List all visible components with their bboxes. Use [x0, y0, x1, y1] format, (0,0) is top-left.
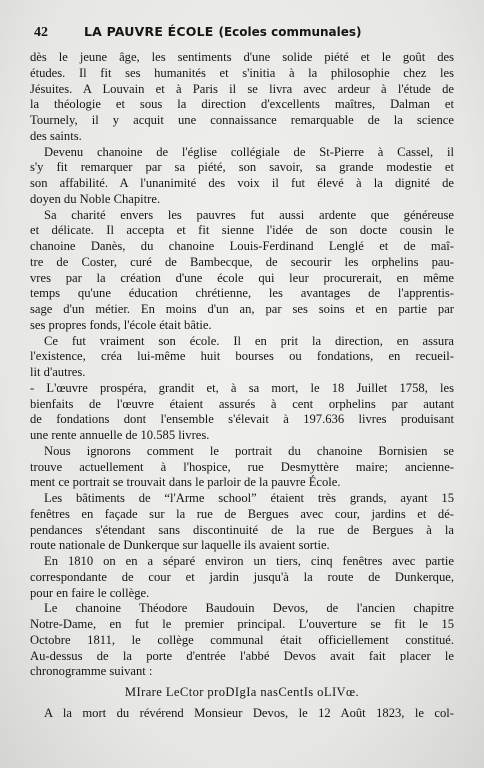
text-line: Sa charité envers les pauvres fut aussi ardente que généreuse	[44, 207, 454, 222]
text-line: route nationale de Dunkerque sur laquelle ils avaient sortie.	[30, 538, 330, 553]
text-line: Devenu chanoine de l'église collégiale de St-Pierre à Cassel, il	[44, 144, 454, 159]
text-line: vres par la création d'une école qui leur procurerait, en même	[30, 270, 454, 285]
text-line: lit d'autres.	[30, 365, 86, 379]
text-line: fenêtres en façade sur la rue de Bergues avec cour, jardins et dé-	[30, 506, 454, 521]
running-head-subtitle: (Ecoles communales)	[218, 25, 362, 39]
chronogram-line: MIrare LeCtor proDIgIa nasCentIs oLIVœ.	[124, 685, 360, 699]
text-line: temps qu'une éducation chrétienne, les avantages de l'apprentis-	[30, 286, 454, 301]
text-line: Le chanoine Théodore Baudouin Devos, de l'ancien chapitre	[44, 601, 454, 616]
text-line: la théologie et sous la direction d'excellents maîtres, Dalman et	[30, 97, 454, 112]
text-line: chanoine Danès, du chanoine Louis-Ferdinand Lenglé et de maî-	[30, 239, 454, 253]
text-line: Jésuites. A Louvain et à Paris il se livra avec ardeur à l'étude de	[30, 81, 454, 96]
text-line: bienfaits de l'œuvre étaient assurés à cent orphelins par autant	[30, 396, 454, 411]
text-line: ment ce portrait se trouvait dans le parloir de la pauvre École.	[30, 475, 341, 490]
text-line: une rente annuelle de 10.585 livres.	[30, 428, 210, 442]
text-line: des saints.	[30, 128, 82, 143]
text-line: chronogramme suivant :	[30, 664, 153, 679]
text-line: pendances s'étendant sans discontinuité de la rue de Bergues à la	[30, 522, 454, 537]
text-line: A la mort du révérend Monsieur Devos, le 12 Août 1823, le col-	[44, 705, 454, 720]
text-line: de fondations dont l'ensemble s'élevait à 197.636 livres produisant	[30, 412, 454, 427]
running-head-title: LA PAUVRE ÉCOLE	[84, 24, 214, 39]
text-line: Au-dessus de la porte d'entrée l'abbé Devos avait fait placer le	[30, 648, 454, 663]
text-line: Tournely, il y acquit une connaissance remarquable de la science	[30, 113, 454, 127]
text-line: sage d'un métier. En moins d'un an, par ses soins et en partie par	[30, 302, 454, 316]
text-line: et délicate. Il accepta et fit sienne l'idée de son docte cousin le	[30, 223, 454, 238]
text-line: Octobre 1811, le collège communal était officiellement constitué.	[30, 632, 454, 647]
text-line: son affabilité. A l'unanimité des voix il fut élevé à la dignité de	[30, 176, 454, 190]
text-line: ses propres fonds, l'école était bâtie.	[30, 317, 212, 332]
text-line: En 1810 on en a séparé environ un tiers, cinq fenêtres avec partie	[44, 554, 454, 568]
text-line: Ce fut vraiment son école. Il en prit la direction, en assura	[44, 333, 454, 348]
page-header	[34, 24, 450, 42]
text-line: tre de Coster, curé de Bambecque, de secourir les orphelins pau-	[30, 254, 454, 269]
body-text	[30, 50, 454, 722]
text-line: études. Il fit ses humanités et s'initia à la philosophie chez les	[30, 65, 454, 80]
text-line: doyen du Noble Chapitre.	[30, 191, 161, 206]
text-line: l'existence, créa lui-même huit bourses ou fondations, en recueil-	[30, 349, 454, 364]
text-line: - L'œuvre prospéra, grandit et, à sa mort, le 18 Juillet 1758, les	[30, 380, 454, 395]
text-line: Les bâtiments de “l'Arme school” étaient très grands, ayant 15	[44, 491, 454, 505]
text-line: pour en faire le collège.	[30, 585, 150, 600]
page-number: 42	[34, 25, 48, 40]
text-line: Notre-Dame, en fut le premier principal. L'ouverture se fit le 15	[30, 617, 454, 631]
text-line: correspondante de cour et jardin jusqu'à la route de Dunkerque,	[30, 569, 454, 584]
text-line: dès le jeune âge, les sentiments d'une solide piété et le goût des	[30, 50, 454, 64]
text-line: Nous ignorons comment le portrait du chanoine Bornisien se	[44, 443, 454, 458]
text-line: s'y fit remarquer par sa piété, son savoir, sa grande modestie et	[30, 160, 454, 175]
text-line: trouve actuellement à l'hospice, rue Desmyttère maire; ancienne-	[30, 459, 454, 474]
